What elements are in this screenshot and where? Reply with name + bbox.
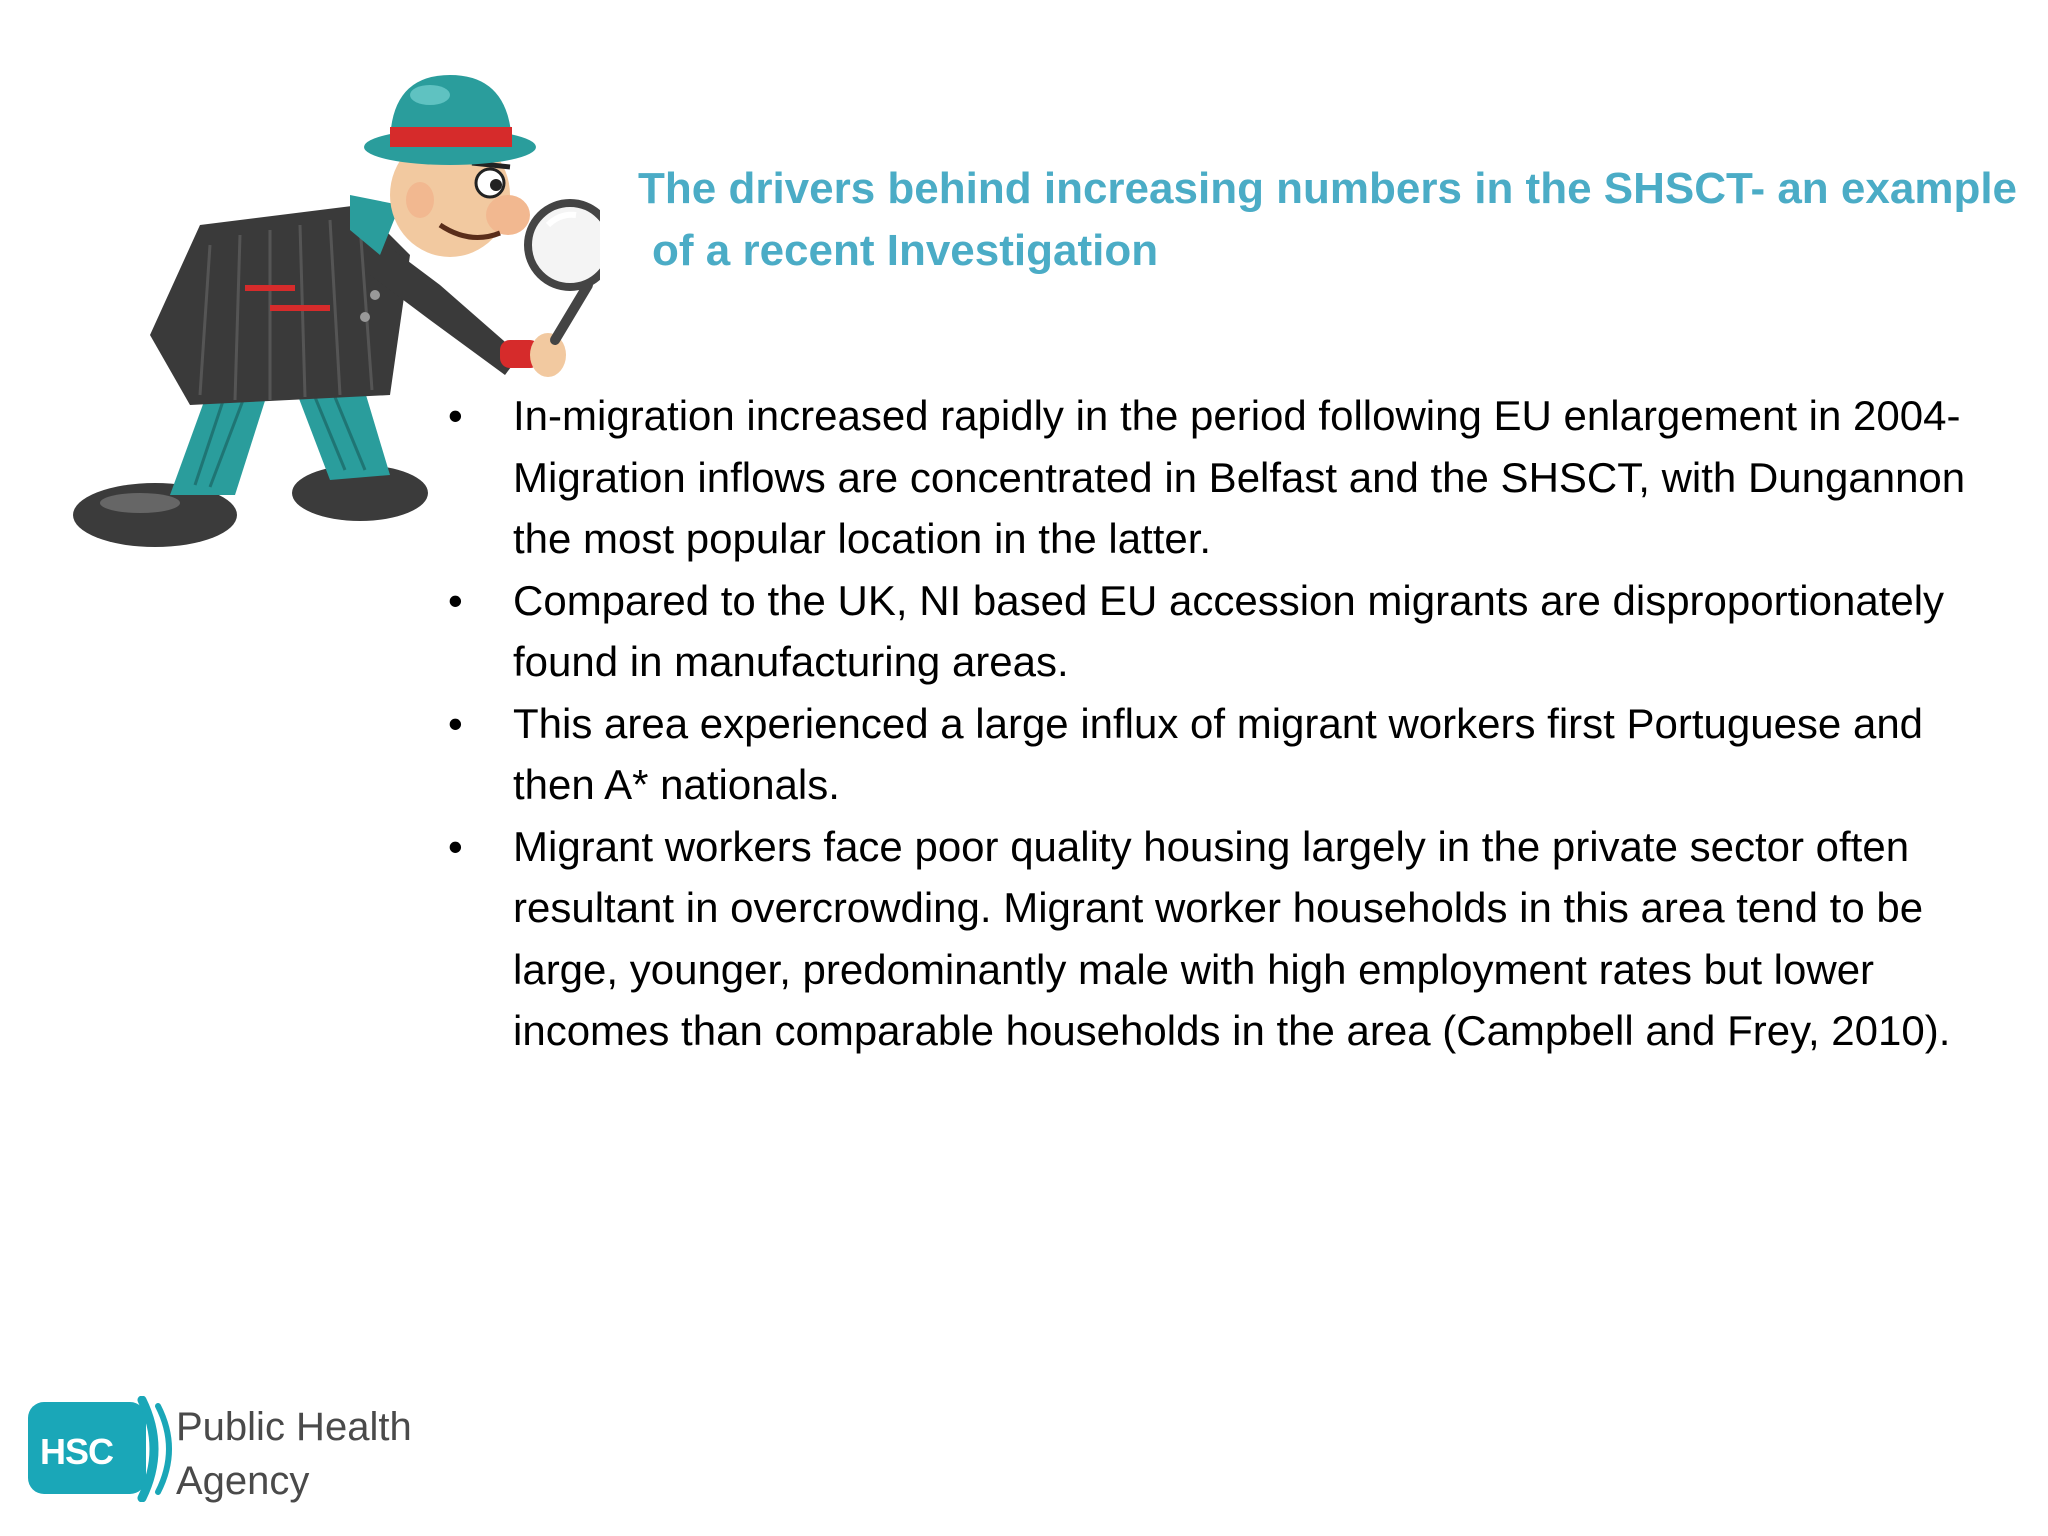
bullet-item: • In-migration increased rapidly in the period following EU enlargement in 2004- Migration inflows are concentrated in Belfast and the SHSCT, with Dungannon the most popular location in the latter. <box>440 385 1980 570</box>
bullet-list <box>440 385 1980 1062</box>
logo-line-2: Agency <box>176 1459 310 1503</box>
hsc-badge-text: HSC <box>40 1431 114 1472</box>
logo-line-1: Public Health <box>176 1405 412 1449</box>
bullet-item: • Migrant workers face poor quality housing largely in the private sector often resultant in overcrowding. Migrant worker households in this area tend to be large, younger, predominantly male with high employment rates but lower incomes than comparable households in the area (Campbell and Frey, 2010). <box>440 816 1980 1062</box>
logo-wordmark <box>176 1400 412 1508</box>
title-line-2: of a recent Investigation <box>652 226 1159 275</box>
hsc-logo-badge <box>28 1402 146 1494</box>
slide-title <box>638 158 2038 282</box>
bullet-item: • Compared to the UK, NI based EU accession migrants are disproportionately found in manufacturing areas. <box>440 570 1980 693</box>
title-line-1: The drivers behind increasing numbers in the SHSCT- an example <box>638 164 2018 213</box>
bullet-item: • This area experienced a large influx of migrant workers first Portuguese and then A* nationals. <box>440 693 1980 816</box>
hsc-public-health-agency-logo <box>28 1392 448 1512</box>
